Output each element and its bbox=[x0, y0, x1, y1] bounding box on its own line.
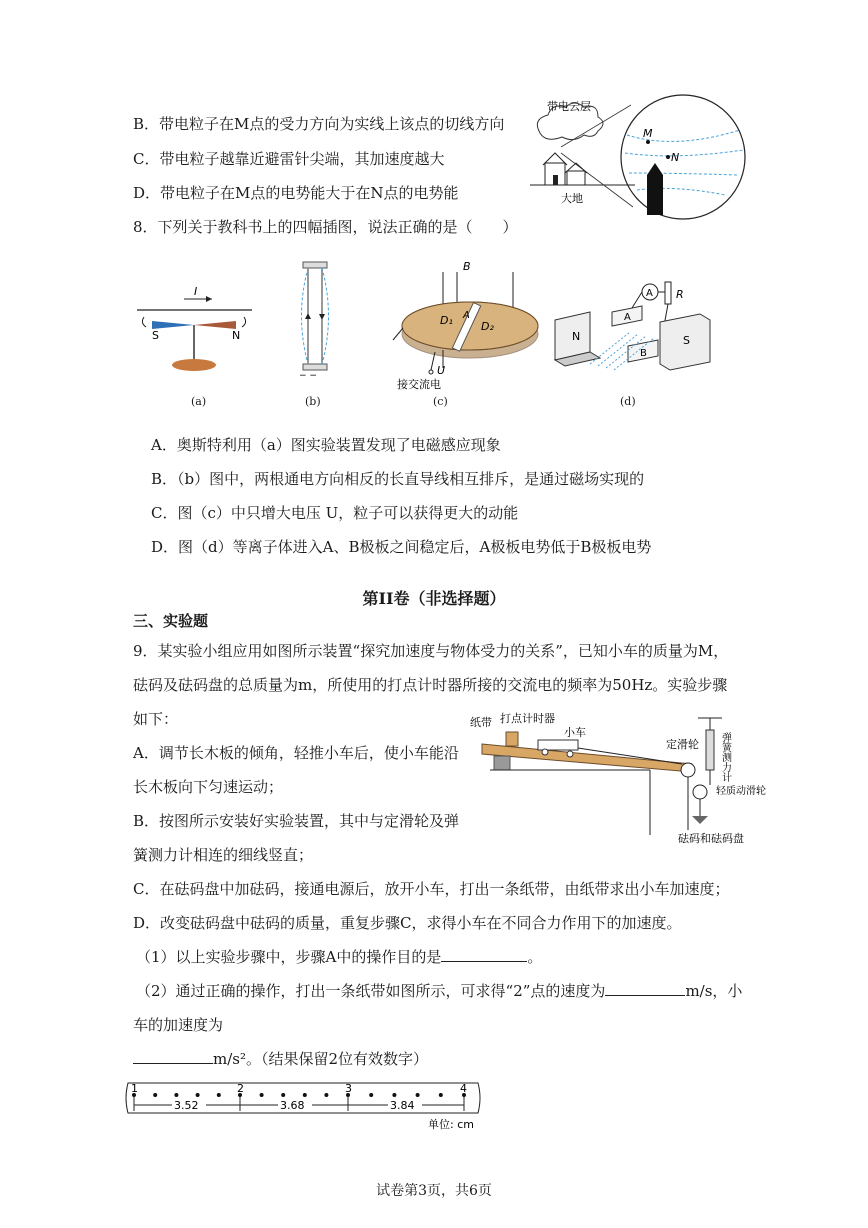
q7-option-d: D．带电粒子在M点的电势能大于在N点的电势能 bbox=[133, 184, 459, 202]
north-label: N bbox=[232, 329, 241, 342]
tape-dot bbox=[260, 1093, 264, 1097]
q9-sub2 bbox=[136, 980, 742, 1001]
point-2-label: 2 bbox=[237, 1082, 244, 1095]
figure-a-oersted bbox=[132, 285, 262, 380]
plate-a-label: A bbox=[624, 312, 631, 323]
pulley-label: 定滑轮 bbox=[666, 738, 699, 751]
lightning-rod-figure bbox=[525, 95, 755, 215]
caption-c: (c) bbox=[433, 395, 448, 408]
current-label: I bbox=[194, 285, 198, 298]
svg-text:− −: − − bbox=[299, 371, 317, 381]
q9-sub1-text: （1）以上实验步骤中，步骤A中的操作目的是 bbox=[136, 948, 442, 966]
q9-sub2-line3 bbox=[133, 1048, 428, 1069]
section-2-title: 第II卷（非选择题） bbox=[362, 589, 506, 608]
q9-stem-1: 9．某实验小组应用如图所示装置“探究加速度与物体受力的关系”，已知小车的质量为M， bbox=[133, 642, 729, 660]
q7-option-b: B．带电粒子在M点的受力方向为实线上该点的切线方向 bbox=[133, 115, 505, 133]
d2-label: D₂ bbox=[481, 320, 494, 333]
cart-label: 小车 bbox=[564, 726, 586, 739]
q9-sub2-unit2: m/s²。（结果保留2位有效数字） bbox=[213, 1050, 429, 1068]
tape-dot bbox=[439, 1093, 443, 1097]
q8-stem: 8．下列关于教科书上的四幅插图，说法正确的是（ ） bbox=[133, 218, 518, 236]
q8-option-b: B．（b）图中，两根通电方向相反的长直导线相互排斥，是通过磁场实现的 bbox=[151, 470, 645, 488]
q9-sub2-unit: m/s，小 bbox=[685, 982, 743, 1000]
answer-blank-1[interactable] bbox=[441, 947, 527, 962]
figure-c-cyclotron bbox=[395, 258, 545, 393]
distance-3-label: 3.84 bbox=[390, 1099, 415, 1112]
q9-stem-3: 如下： bbox=[133, 710, 179, 728]
weights-label: 砝码和砝码盘 bbox=[678, 832, 744, 845]
q7-option-c: C．带电粒子越靠近避雷针尖端，其加速度越大 bbox=[133, 150, 445, 168]
tape-dot bbox=[303, 1093, 307, 1097]
tape-label: 纸带 bbox=[470, 716, 492, 729]
apparatus-figure bbox=[470, 710, 766, 850]
distance-1-label: 3.52 bbox=[174, 1099, 199, 1112]
q9-step-a-2: 长木板向下匀速运动； bbox=[133, 778, 284, 796]
q8-option-c: C．图（c）中只增大电压 U，粒子可以获得更大的动能 bbox=[151, 504, 519, 522]
a-label: A bbox=[463, 310, 470, 321]
ground-label: 大地 bbox=[561, 192, 583, 205]
q8-option-d: D．图（d）等离子体进入A、B极板之间稳定后，A极板电势低于B极板电势 bbox=[151, 538, 652, 556]
tape-dot bbox=[196, 1093, 200, 1097]
tape-dot bbox=[369, 1093, 373, 1097]
tape-dot bbox=[416, 1093, 420, 1097]
q8-option-a: A．奥斯特利用（a）图实验装置发现了电磁感应现象 bbox=[151, 436, 501, 454]
unit-label: 单位: cm bbox=[428, 1118, 474, 1131]
d1-label: D₁ bbox=[440, 314, 453, 327]
answer-blank-2[interactable] bbox=[605, 981, 685, 996]
south-pole-label: S bbox=[683, 334, 690, 347]
timer-label: 打点计时器 bbox=[500, 712, 555, 725]
south-label: S bbox=[152, 329, 159, 342]
q9-step-b-1: B．按图所示安装好实验装置，其中与定滑轮及弹 bbox=[133, 812, 460, 830]
voltage-label: U bbox=[437, 364, 446, 377]
distance-2-label: 3.68 bbox=[280, 1099, 305, 1112]
caption-b: (b) bbox=[305, 395, 321, 408]
n-label: N bbox=[671, 151, 680, 164]
tape-dot bbox=[217, 1093, 221, 1097]
tape-dot bbox=[392, 1093, 396, 1097]
q9-stem-2: 砝码及砝码盘的总质量为m，所使用的打点计时器所接的交流电的频率为50Hz。实验步骤 bbox=[133, 676, 728, 694]
north-pole-label: N bbox=[572, 330, 581, 343]
cloud-label: 带电云层 bbox=[547, 100, 591, 113]
q9-step-c: C．在砝码盘中加砝码，接通电源后，放开小车，打出一条纸带，由纸带求出小车加速度； bbox=[133, 880, 730, 898]
answer-blank-3[interactable] bbox=[133, 1049, 213, 1064]
m-label: M bbox=[643, 127, 653, 140]
section-3-title: 三、实验题 bbox=[133, 612, 209, 630]
light-pulley-label: 轻质动滑轮 bbox=[716, 786, 766, 797]
point-4-label: 4 bbox=[460, 1082, 467, 1095]
spring-scale-label: 弹簧测力计 bbox=[719, 732, 731, 782]
plate-b-label: B bbox=[640, 348, 647, 359]
point-3-label: 3 bbox=[345, 1082, 352, 1095]
tape-dot bbox=[281, 1093, 285, 1097]
q9-step-b-2: 簧测力计相连的细线竖直； bbox=[133, 846, 314, 864]
paper-tape-figure bbox=[120, 1075, 490, 1135]
figure-d-mhd-generator bbox=[550, 272, 725, 382]
ac-label: 接交流电 bbox=[397, 378, 441, 391]
q9-sub1-end: 。 bbox=[527, 948, 543, 966]
q9-step-d: D．改变砝码盘中砝码的质量，重复步骤C，求得小车在不同合力作用下的加速度。 bbox=[133, 914, 682, 932]
resistor-label: R bbox=[676, 288, 684, 301]
tape-dot bbox=[324, 1093, 328, 1097]
tape-dot bbox=[153, 1093, 157, 1097]
q9-sub2-text: （2）通过正确的操作，打出一条纸带如图所示，可求得“2”点的速度为 bbox=[136, 982, 606, 1000]
page-footer: 试卷第3页，共6页 bbox=[376, 1183, 492, 1199]
ammeter-label: A bbox=[646, 288, 653, 299]
tape-dot bbox=[174, 1093, 178, 1097]
q9-sub1 bbox=[136, 946, 542, 967]
figure-b-parallel-wires bbox=[295, 258, 335, 383]
caption-d: (d) bbox=[620, 395, 636, 408]
caption-a: (a) bbox=[191, 395, 207, 408]
q9-step-a-1: A．调节长木板的倾角，轻推小车后，使小车能沿 bbox=[133, 744, 459, 762]
q9-sub2-line2: 车的加速度为 bbox=[133, 1016, 224, 1034]
point-1-label: 1 bbox=[131, 1082, 138, 1095]
field-label: B bbox=[463, 260, 471, 273]
